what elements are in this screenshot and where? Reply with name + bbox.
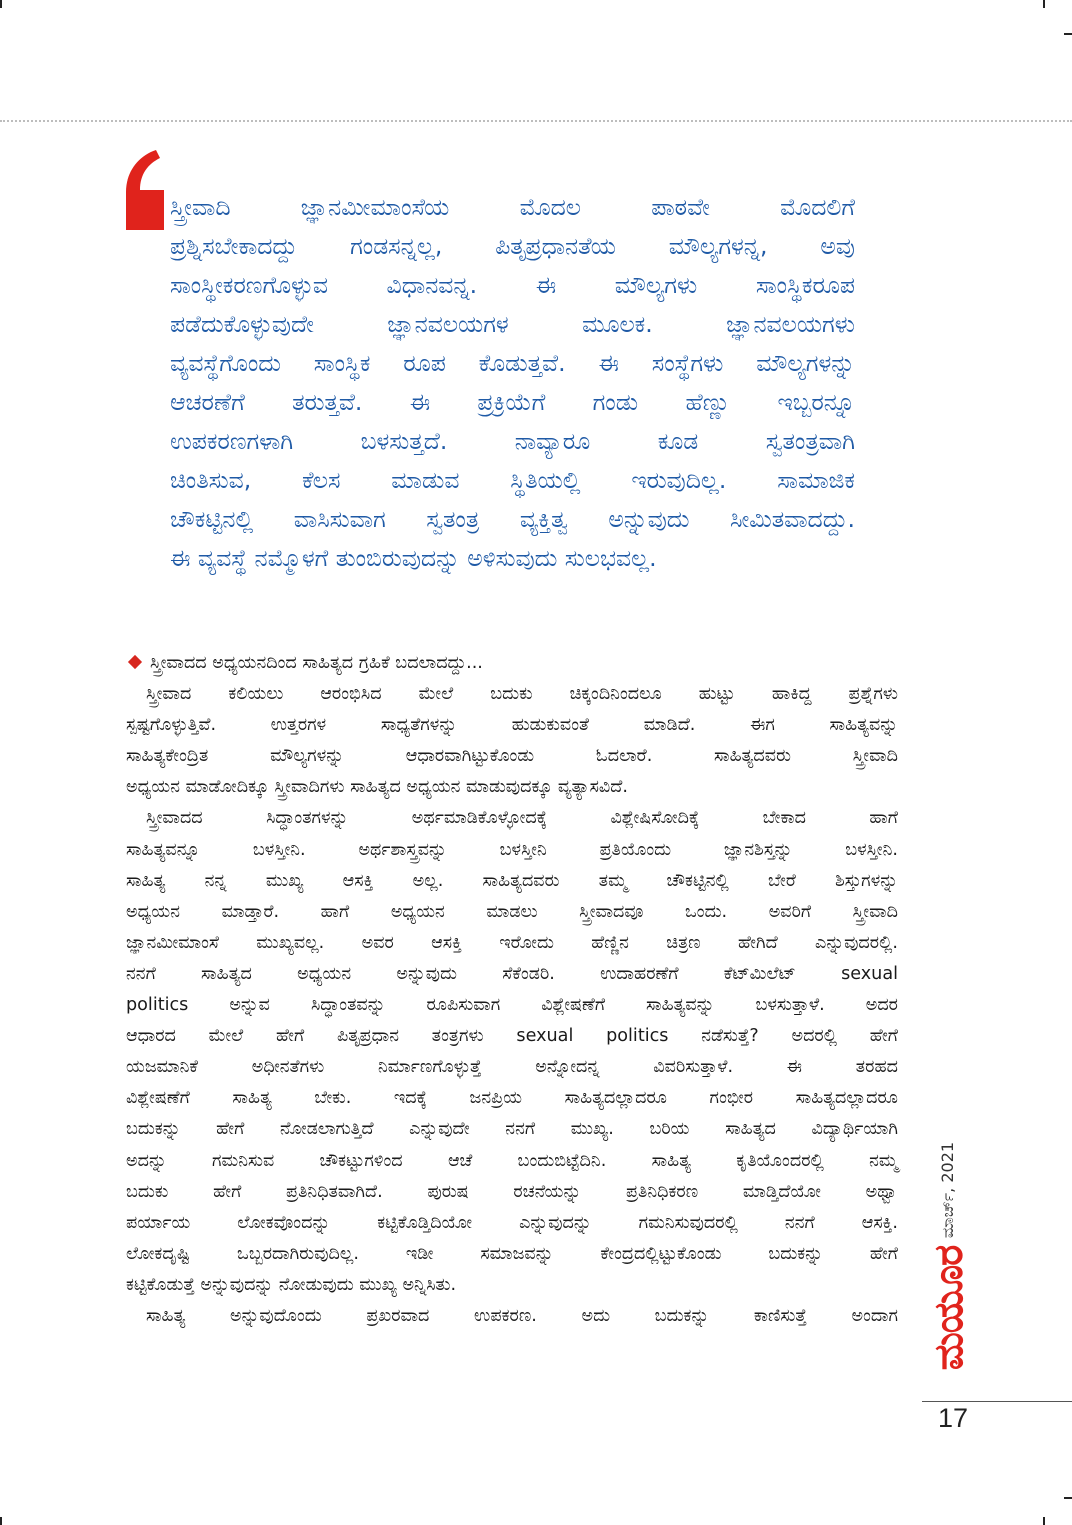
crop-mark-right-lower [1064,1497,1072,1499]
article-line: ಪರ್ಯಾಯ ಲೋಕವೊಂದನ್ನು ಕಟ್ಟಿಕೊಡ್ತಿದಿಯೋ ಎನ್ನುವುದನ್ನು ಗಮನಿಸುವುದರಲ್ಲಿ ನನಗೆ ಆಸಕ್ತಿ. [126,1212,898,1233]
magazine-logo-text: ಮಯೂರ [926,1245,972,1371]
footer-rule [922,1401,1072,1402]
pull-quote-line: ಸ್ತ್ರೀವಾದಿ ಜ್ಞಾನಮೀಮಾಂಸೆಯ ಮೊದಲ ಪಾಠವೇ ಮೊದಲಿಗೆ [170,193,855,221]
pull-quote-line: ಚೌಕಟ್ಟಿನಲ್ಲಿ ವಾಸಿಸುವಾಗ ಸ್ವತಂತ್ರ ವ್ಯಕ್ತಿತ್ವ ಅನ್ನುವುದು ಸೀಮಿತವಾದದ್ದು. [170,505,855,533]
crop-mark-right-upper [1064,33,1072,35]
issue-date-text: ಮಾರ್ಚ್, 2021 [938,1141,957,1239]
article-line: ಅದನ್ನು ಗಮನಿಸುವ ಚೌಕಟ್ಟುಗಳಿಂದ ಆಚೆ ಬಂದುಬಿಟ್ಟೆದಿನಿ. ಸಾಹಿತ್ಯ ಕೃತಿಯೊಂದರಲ್ಲಿ ನಮ್ಮ [126,1150,898,1171]
article-line: ಬದುಕು ಹೇಗೆ ಪ್ರತಿನಿಧಿತವಾಗಿದೆ. ಪುರುಷ ರಚನೆಯನ್ನು ಪ್ರತಿನಿಧಿಕರಣ ಮಾಡ್ತಿದೆಯೋ ಅಥ್ವಾ [126,1181,898,1202]
section-subheading [126,648,898,679]
pull-quote-line: ಸಾಂಸ್ಥೀಕರಣಗೊಳ್ಳುವ ವಿಧಾನವನ್ನ. ಈ ಮೌಲ್ಯಗಳು ಸಾಂಸ್ಥಿಕರೂಪ [170,271,855,299]
pull-quote-line: ಪಡೆದುಕೊಳ್ಳುವುದೇ ಜ್ಞಾನವಲಯಗಳ ಮೂಲಕ. ಜ್ಞಾನವಲಯಗಳು [170,310,855,338]
article-line: ಅಧ್ಯಯನ ಮಾಡ್ತಾರೆ. ಹಾಗೆ ಅಧ್ಯಯನ ಮಾಡಲು ಸ್ತ್ರೀವಾದವೂ ಒಂದು. ಅವರಿಗೆ ಸ್ತ್ರೀವಾದಿ [126,901,898,922]
article-line: ಬದುಕನ್ನು ಹೇಗೆ ನೋಡಲಾಗುತ್ತಿದೆ ಎನ್ನುವುದೇ ನನಗೆ ಮುಖ್ಯ. ಬರಿಯ ಸಾಹಿತ್ಯದ ವಿದ್ಯಾರ್ಥಿಯಾಗಿ [126,1119,898,1140]
pull-quote-line: ವ್ಯವಸ್ಥೆಗೊಂದು ಸಾಂಸ್ಥಿಕ ರೂಪ ಕೊಡುತ್ತವೆ. ಈ ಸಂಸ್ಥೆಗಳು ಮೌಲ್ಯಗಳನ್ನು [170,349,855,377]
article-line: ಅಧ್ಯಯನ ಮಾಡೋದಿಕ್ಕೂ ಸ್ತ್ರೀವಾದಿಗಳು ಸಾಹಿತ್ಯದ ಅಧ್ಯಯನ ಮಾಡುವುದಕ್ಕೂ ವ್ಯತ್ಯಾಸವಿದೆ. [126,777,628,798]
top-dotted-rule [0,120,1072,122]
article-line: ಸಾಹಿತ್ಯಕೇಂದ್ರಿತ ಮೌಲ್ಯಗಳನ್ನು ಆಧಾರವಾಗಿಟ್ಟುಕೊಂಡು ಓದಲಾರೆ. ಸಾಹಿತ್ಯದವರು ಸ್ತ್ರೀವಾದಿ [126,746,898,767]
pull-quote-line: ಚಿಂತಿಸುವ, ಕೆಲಸ ಮಾಡುವ ಸ್ಥಿತಿಯಲ್ಲಿ ಇರುವುದಿಲ್ಲ. ಸಾಮಾಜಿಕ [170,466,855,494]
article-line: ಸಾಹಿತ್ಯ ನನ್ನ ಮುಖ್ಯ ಆಸಕ್ತಿ ಅಲ್ಲ. ಸಾಹಿತ್ಯದವರು ತಮ್ಮ ಚೌಕಟ್ಟಿನಲ್ಲಿ ಬೇರೆ ಶಿಸ್ತುಗಳನ್ನು [126,870,898,891]
subheading-text: ಸ್ತ್ರೀವಾದದ ಅಧ್ಯಯನದಿಂದ ಸಾಹಿತ್ಯದ ಗ್ರಹಿಕೆ ಬದಲಾದದ್ದು... [150,653,483,673]
crop-mark-top-right [1043,0,1045,8]
article-line: politics ಅನ್ನುವ ಸಿದ್ಧಾಂತವನ್ನು ರೂಪಿಸುವಾಗ ವಿಶ್ಲೇಷಣೆಗೆ ಸಾಹಿತ್ಯವನ್ನು ಬಳಸುತ್ತಾಳೆ. ಅದರ [126,995,898,1016]
article-body [126,648,898,1332]
article-line: ಜ್ಞಾನಮೀಮಾಂಸೆ ಮುಖ್ಯವಲ್ಲ. ಅವರ ಆಸಕ್ತಿ ಇರೋದು ಹೆಣ್ಣಿನ ಚಿತ್ರಣ ಹೇಗಿದೆ ಎನ್ನುವುದರಲ್ಲಿ. [126,932,898,953]
article-line: ಸ್ತ್ರೀವಾದದ ಸಿದ್ಧಾಂತಗಳನ್ನು ಅರ್ಥಮಾಡಿಕೊಳ್ಳೋದಕ್ಕೆ ವಿಶ್ಲೇಷಿಸೋದಿಕ್ಕೆ ಬೇಕಾದ ಹಾಗೆ [146,808,898,829]
pull-quote-line: ಈ ವ್ಯವಸ್ಥೆ ನಮ್ಮೊಳಗೆ ತುಂಬಿರುವುದನ್ನು ಅಳಿಸುವುದು ಸುಲಭವಲ್ಲ. [170,544,657,572]
pull-quote-line: ಪ್ರಶ್ನಿಸಬೇಕಾದದ್ದು ಗಂಡಸನ್ನಲ್ಲ, ಪಿತೃಪ್ರಧಾನತೆಯ ಮೌಲ್ಯಗಳನ್ನ, ಅವು [170,232,855,260]
opening-quote-icon [120,150,164,230]
article-line: ಸ್ಪಷ್ಟಗೊಳ್ಳುತ್ತಿವೆ. ಉತ್ತರಗಳ ಸಾಧ್ಯತೆಗಳನ್ನು ಹುಡುಕುವಂತೆ ಮಾಡಿದೆ. ಈಗ ಸಾಹಿತ್ಯವನ್ನು [126,715,898,736]
article-line: ಸಾಹಿತ್ಯ ಅನ್ನುವುದೊಂದು ಪ್ರಖರವಾದ ಉಪಕರಣ. ಅದು ಬದುಕನ್ನು ಕಾಣಿಸುತ್ತೆ ಅಂದಾಗ [146,1305,898,1326]
article-line: ಕಟ್ಟಿಕೊಡುತ್ತೆ ಅನ್ನುವುದನ್ನು ನೋಡುವುದು ಮುಖ್ಯ ಅನ್ನಿಸಿತು. [126,1274,457,1295]
crop-mark-top-left [0,0,2,8]
magazine-logo [925,1218,973,1398]
article-line: ಯಜಮಾನಿಕೆ ಅಧೀನತೆಗಳು ನಿರ್ಮಾಣಗೊಳ್ಳುತ್ತೆ ಅನ್ನೋದನ್ನ ವಿವರಿಸುತ್ತಾಳೆ. ಈ ತರಹದ [126,1057,898,1078]
article-line: ಸ್ತ್ರೀವಾದ ಕಲಿಯಲು ಆರಂಭಿಸಿದ ಮೇಲೆ ಬದುಕು ಚಿಕ್ಕಂದಿನಿಂದಲೂ ಹುಟ್ಟು ಹಾಕಿದ್ದ ಪ್ರಶ್ನೆಗಳು [146,684,898,705]
article-line: ವಿಶ್ಲೇಷಣೆಗೆ ಸಾಹಿತ್ಯ ಬೇಕು. ಇದಕ್ಕೆ ಜನಪ್ರಿಯ ಸಾಹಿತ್ಯದಲ್ಲಾದರೂ ಗಂಭೀರ ಸಾಹಿತ್ಯದಲ್ಲಾದರೂ [126,1088,898,1109]
page-number: 17 [938,1403,969,1433]
pull-quote-line: ಉಪಕರಣಗಳಾಗಿ ಬಳಸುತ್ತದೆ. ನಾವ್ಯಾರೂ ಕೂಡ ಸ್ವತಂತ್ರವಾಗಿ [170,427,855,455]
pull-quote-line: ಆಚರಣೆಗೆ ತರುತ್ತವೆ. ಈ ಪ್ರಕ್ರಿಯೆಗೆ ಗಂಡು ಹೆಣ್ಣು ಇಬ್ಬರನ್ನೂ [170,388,855,416]
article-line: ಸಾಹಿತ್ಯವನ್ನೂ ಬಳಸ್ತೀನಿ. ಅರ್ಥಶಾಸ್ತ್ರವನ್ನು ಬಳಸ್ತೀನಿ ಪ್ರತಿಯೊಂದು ಜ್ಞಾನಶಿಸ್ತನ್ನು ಬಳಸ್ತೀನಿ. [126,839,898,860]
pull-quote [170,188,855,578]
article-line: ಆಧಾರದ ಮೇಲೆ ಹೇಗೆ ಪಿತೃಪ್ರಧಾನ ತಂತ್ರಗಳು sexual politics ನಡೆಸುತ್ತೆ? ಅದರಲ್ಲಿ ಹೇಗೆ [126,1026,898,1047]
crop-mark-bottom-left [0,1517,2,1525]
article-line: ನನಗೆ ಸಾಹಿತ್ಯದ ಅಧ್ಯಯನ ಅನ್ನುವುದು ಸೆಕೆಂಡರಿ. ಉದಾಹರಣೆಗೆ ಕೆಟ್‌ಮಿಲೆಟ್ sexual [126,963,898,984]
diamond-bullet-icon [128,655,142,669]
article-line: ಲೋಕದೃಷ್ಟಿ ಒಬ್ಬರದಾಗಿರುವುದಿಲ್ಲ. ಇಡೀ ಸಮಾಜವನ್ನು ಕೇಂದ್ರದಲ್ಲಿಟ್ಟುಕೊಂಡು ಬದುಕನ್ನು ಹೇಗೆ [126,1243,898,1264]
crop-mark-bottom-right [1043,1517,1045,1525]
